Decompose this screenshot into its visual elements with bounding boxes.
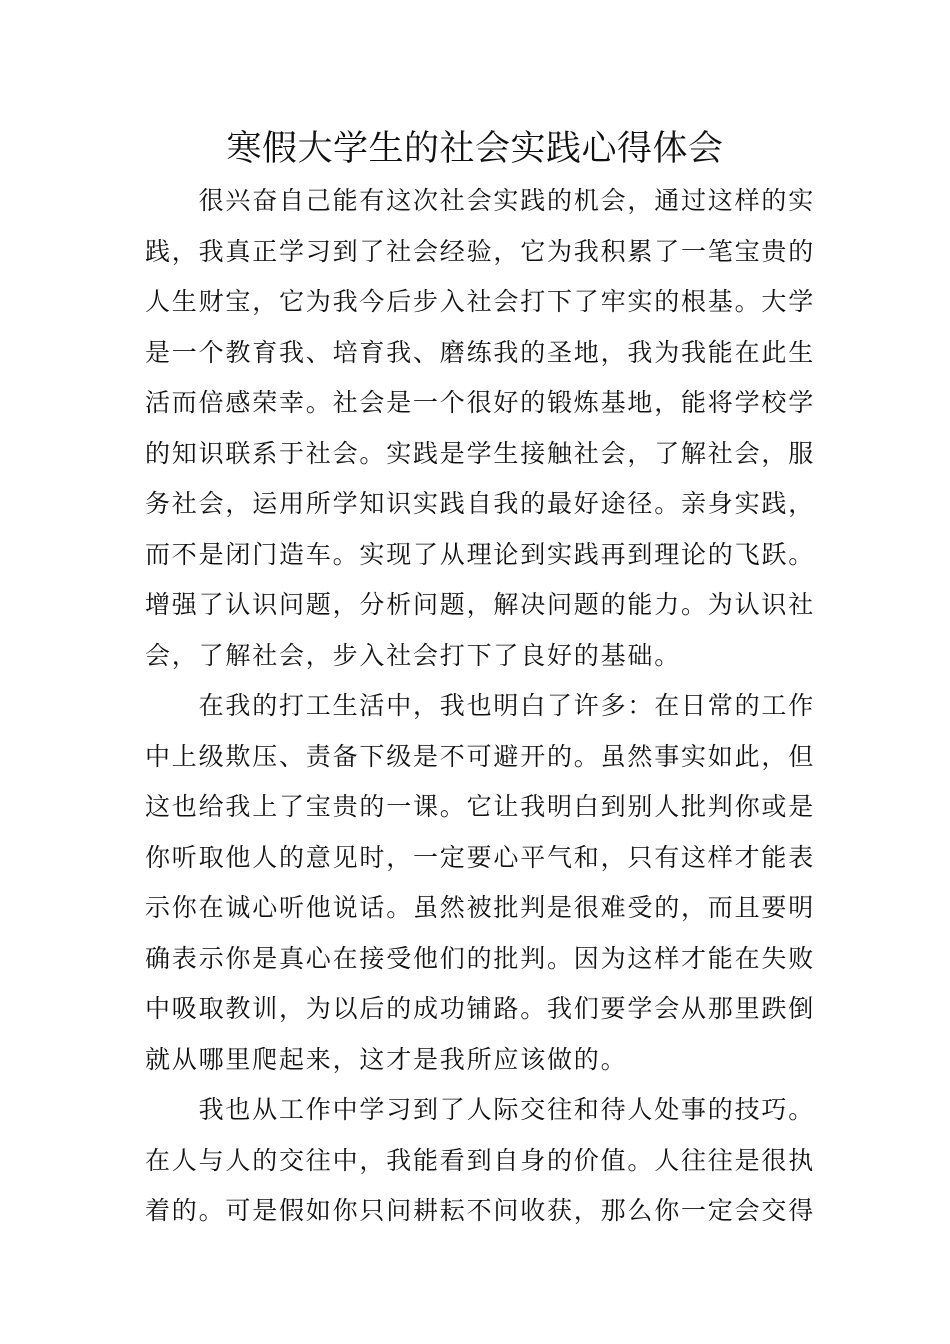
text-line: 中上级欺压、责备下级是不可避开的。虽然事实如此，但 [145, 741, 816, 771]
text-line: 就从哪里爬起来，这才是我所应该做的。 [145, 1044, 628, 1074]
text-line: 务社会，运用所学知识实践自我的最好途径。亲身实践， [145, 489, 816, 518]
text-line: 活而倍感荣幸。社会是一个很好的锻炼基地，能将学校学 [145, 388, 816, 417]
text-line: 是一个教育我、培育我、磨练我的圣地，我为我能在此生 [145, 337, 816, 367]
text-line: 这也给我上了宝贵的一课。它让我明白到别人批判你或是 [145, 792, 816, 821]
text-line: 在我的打工生活中，我也明白了许多：在日常的工作 [145, 691, 816, 720]
text-line: 示你在诚心听他说话。虽然被批判是很难受的，而且要明 [145, 893, 816, 922]
document-body [145, 176, 816, 1237]
text-line: 中吸取教训，为以后的成功铺路。我们要学会从那里跌倒 [145, 994, 816, 1023]
text-line: 确表示你是真心在接受他们的批判。因为这样才能在失败 [145, 943, 816, 973]
text-line: 着的。可是假如你只问耕耘不问收获，那么你一定会交得 [145, 1196, 816, 1225]
text-line: 人生财宝，它为我今后步入社会打下了牢实的根基。大学 [145, 287, 816, 316]
text-line: 很兴奋自己能有这次社会实践的机会，通过这样的实 [145, 186, 816, 215]
text-line: 你听取他人的意见时，一定要心平气和，只有这样才能表 [145, 842, 816, 872]
text-line: 增强了认识问题，分析问题，解决问题的能力。为认识社 [145, 590, 816, 619]
text-line: 我也从工作中学习到了人际交往和待人处事的技巧。 [145, 1095, 816, 1124]
text-line: 在人与人的交往中，我能看到自身的价值。人往往是很执 [145, 1145, 816, 1175]
text-line: 而不是闭门造车。实现了从理论到实践再到理论的飞跃。 [145, 539, 816, 569]
text-line: 践，我真正学习到了社会经验，它为我积累了一笔宝贵的 [145, 236, 816, 266]
text-line: 会，了解社会，步入社会打下了良好的基础。 [145, 640, 682, 670]
document-title: 寒假大学生的社会实践心得体会 [226, 129, 724, 169]
text-line: 的知识联系于社会。实践是学生接触社会，了解社会，服 [145, 438, 816, 468]
